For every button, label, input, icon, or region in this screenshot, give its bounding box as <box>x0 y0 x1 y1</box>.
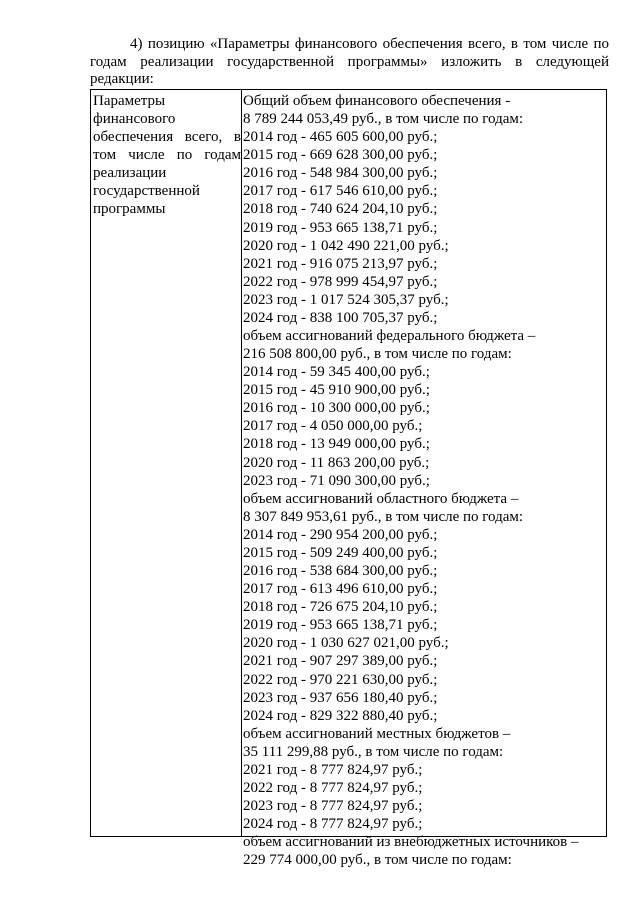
financing-line: 2018 год - 13 949 000,00 руб.; <box>243 436 430 453</box>
financing-line: 8 789 244 053,49 руб., в том числе по годам: <box>243 111 524 128</box>
intro-line-2: годам реализации государственной программы» изложить в следующей <box>90 53 609 70</box>
intro-line-3: редакции: <box>90 71 154 87</box>
financing-line: 2017 год - 613 496 610,00 руб.; <box>243 581 438 598</box>
parameter-name-line: обеспечения всего, в <box>93 129 241 145</box>
financing-line: 2017 год - 4 050 000,00 руб.; <box>243 418 423 435</box>
parameter-value-cell <box>243 90 606 869</box>
financing-line: 2019 год - 953 665 138,71 руб.; <box>243 219 438 236</box>
financing-line: 2024 год - 838 100 705,37 руб.; <box>243 309 438 326</box>
financing-line: 2020 год - 1 042 490 221,00 руб.; <box>243 237 449 254</box>
financing-line: 229 774 000,00 руб., в том числе по годам: <box>243 852 512 869</box>
financing-line: 2016 год - 538 684 300,00 руб.; <box>243 563 438 580</box>
financing-line: 216 508 800,00 руб., в том числе по годам: <box>243 346 512 363</box>
financing-line: 2021 год - 916 075 213,97 руб.; <box>243 255 438 272</box>
financing-line: 2015 год - 45 910 900,00 руб.; <box>243 382 430 399</box>
parameter-name-cell <box>91 90 242 836</box>
parameter-name-line: Параметры <box>93 93 166 109</box>
financing-line: 2015 год - 669 628 300,00 руб.; <box>243 147 438 164</box>
financing-line: 2020 год - 11 863 200,00 руб.; <box>243 454 430 471</box>
financing-line: 2022 год - 978 999 454,97 руб.; <box>243 273 438 290</box>
financing-line: 2014 год - 465 605 600,00 руб.; <box>243 129 438 146</box>
financing-line: 2021 год - 907 297 389,00 руб.; <box>243 653 438 670</box>
financing-line: 2021 год - 8 777 824,97 руб.; <box>243 761 423 778</box>
financing-line: 2018 год - 740 624 204,10 руб.; <box>243 201 438 218</box>
financing-line: 2023 год - 71 090 300,00 руб.; <box>243 472 430 489</box>
financing-line: объем ассигнований федерального бюджета – <box>243 328 536 345</box>
intro-paragraph <box>90 36 609 89</box>
financing-line: Общий объем финансового обеспечения - <box>243 93 511 109</box>
parameter-name-line: финансового <box>93 111 176 127</box>
financing-line: 2015 год - 509 249 400,00 руб.; <box>243 544 438 561</box>
financing-line: 2014 год - 290 954 200,00 руб.; <box>243 526 438 543</box>
financing-line: объем ассигнований местных бюджетов – <box>243 725 511 742</box>
financing-line: объем ассигнований областного бюджета – <box>243 490 519 507</box>
financing-line: 2023 год - 8 777 824,97 руб.; <box>243 798 423 815</box>
financing-line: 2018 год - 726 675 204,10 руб.; <box>243 599 438 616</box>
parameter-name-line: программы <box>93 201 166 217</box>
financing-line: 2020 год - 1 030 627 021,00 руб.; <box>243 635 449 652</box>
financing-line: 2024 год - 829 322 880,40 руб.; <box>243 707 438 724</box>
financing-line: 2023 год - 1 017 524 305,37 руб.; <box>243 291 449 308</box>
financing-line: объем ассигнований из внебюджетных источников – <box>243 834 579 851</box>
financing-line: 2016 год - 10 300 000,00 руб.; <box>243 400 430 417</box>
parameter-name-line: государственной <box>93 183 200 199</box>
financing-line: 2016 год - 548 984 300,00 руб.; <box>243 165 438 182</box>
financing-line: 2023 год - 937 656 180,40 руб.; <box>243 689 438 706</box>
financing-line: 2017 год - 617 546 610,00 руб.; <box>243 183 438 200</box>
financing-table <box>90 89 607 869</box>
financing-line: 2022 год - 8 777 824,97 руб.; <box>243 779 423 796</box>
financing-line: 2019 год - 953 665 138,71 руб.; <box>243 617 438 634</box>
financing-line: 2024 год - 8 777 824,97 руб.; <box>243 816 423 833</box>
financing-line: 2014 год - 59 345 400,00 руб.; <box>243 364 430 381</box>
intro-line-1: 4) позицию «Параметры финансового обеспечения всего, в том числе по <box>130 36 609 52</box>
financing-line: 35 111 299,88 руб., в том числе по годам: <box>243 743 504 760</box>
financing-line: 2022 год - 970 221 630,00 руб.; <box>243 671 438 688</box>
parameter-name-line: том числе по годам <box>93 147 241 163</box>
financing-line: 8 307 849 953,61 руб., в том числе по годам: <box>243 508 524 525</box>
parameter-name-line: реализации <box>93 165 167 181</box>
